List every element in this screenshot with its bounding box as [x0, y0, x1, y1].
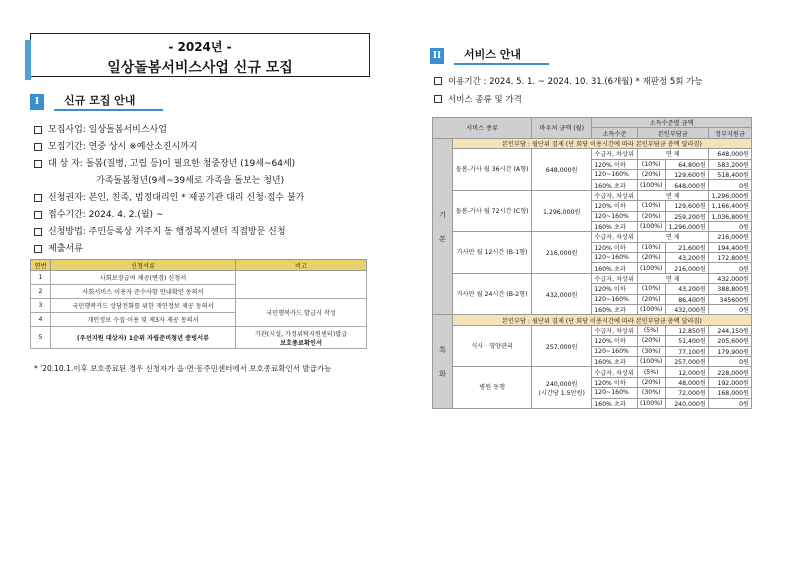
self-pay: 면 제 [637, 190, 708, 200]
service-price [532, 190, 592, 232]
table-row [433, 190, 752, 200]
self-pay: 43,200원 [665, 284, 708, 294]
income-level: 120~160% [592, 211, 638, 221]
header-self: 본인부담금 [637, 128, 708, 138]
self-pay: 259,200원 [665, 211, 708, 221]
checkbox-icon [34, 211, 42, 219]
gov-support: 648,000원 [708, 149, 751, 159]
cell-doc: 사회보장급여 제공(변경) 신청서 [51, 271, 236, 285]
gov-support: 345600원 [708, 294, 751, 304]
line-text: 서비스 종류 및 가격 [448, 95, 522, 105]
self-pay-ratio: (5%) [637, 325, 665, 335]
self-pay: 면 제 [637, 149, 708, 159]
cell-no: 4 [31, 313, 51, 327]
income-level: 120% 이하 [592, 201, 638, 211]
price-value: 216,000원 [545, 250, 578, 258]
service-price [532, 367, 592, 409]
header-price: 바우처 금액 (월) [532, 118, 592, 139]
self-pay: 129,600원 [665, 169, 708, 179]
service-name: 식사 · 영양관리 [453, 325, 532, 367]
checkbox-icon [34, 228, 42, 236]
self-pay-ratio: (10%) [637, 201, 665, 211]
cell-doc: 국민행복카드 상담전화를 위한 개인정보 제공 동의서 [51, 299, 236, 313]
note-line: 보호종료확인서 [280, 339, 322, 347]
gov-support: 172,800원 [708, 253, 751, 263]
line-text: 신청권자: 본인, 친족, 법정대리인 * 제공기관 대리 신청·접수 불가 [48, 193, 305, 203]
income-level: 160% 초과 [592, 263, 638, 273]
income-level: 120% 이하 [592, 336, 638, 346]
self-pay: 51,400원 [665, 336, 708, 346]
footnote: * '20.10.1.이후 보호종료된 경우 신청자가 읍·면·동주민센터에서 보호종료확인서 발급가능 [34, 364, 332, 373]
service-name: 돌봄-가사 월 72시간 (C형) [453, 190, 532, 232]
self-pay-ratio: (30%) [637, 346, 665, 356]
header-kind: 서비스 종류 [433, 118, 532, 139]
line-item [34, 190, 374, 207]
self-pay: 648,000원 [665, 180, 708, 190]
service-price [532, 325, 592, 367]
line-item [434, 91, 703, 109]
income-level: 120~160% [592, 294, 638, 304]
title-year: - 2024년 - [168, 40, 232, 54]
cell-no: 1 [31, 271, 51, 285]
self-pay-ratio: (100%) [637, 180, 665, 190]
self-pay: 면 제 [637, 232, 708, 242]
gov-support: 179,900원 [708, 346, 751, 356]
self-pay: 432,000원 [665, 305, 708, 315]
self-pay: 129,600원 [665, 201, 708, 211]
self-pay-ratio: (20%) [637, 211, 665, 221]
header-note: 비고 [236, 260, 367, 271]
cell-note [236, 327, 367, 349]
price-value: 240,000원 [545, 380, 578, 388]
income-level: 120% 이하 [592, 284, 638, 294]
gov-support: 432,000원 [708, 273, 751, 283]
table-row [31, 299, 367, 313]
table-row [31, 271, 367, 285]
gov-support: 583,200원 [708, 159, 751, 169]
service-price [532, 273, 592, 315]
table-row [433, 232, 752, 242]
self-pay: 257,000원 [665, 356, 708, 366]
line-item [34, 173, 374, 190]
table-row [433, 367, 752, 377]
self-pay-ratio: (10%) [637, 242, 665, 252]
income-level: 120% 이하 [592, 159, 638, 169]
group-note: 본인부담 : 월단위 결제 (단 회당 이용시간에 따라 본인부담금 총액 달라짐) [453, 138, 752, 148]
group-special-label: 특 화 [433, 315, 453, 409]
gov-support: 0원 [708, 221, 751, 231]
line-item [434, 73, 703, 91]
self-pay: 86,400원 [665, 294, 708, 304]
income-level: 수급자, 차상위 [592, 149, 638, 159]
price-value: 648,000원 [545, 166, 578, 174]
income-level: 120~160% [592, 253, 638, 263]
gov-support: 0원 [708, 305, 751, 315]
line-text: 모집사업: 일상돌봄서비스사업 [48, 125, 167, 135]
service-name: 병원 동행 [453, 367, 532, 409]
checkbox-icon [434, 95, 442, 103]
service-name: 돌봄-가사 월 36시간 (A형) [453, 149, 532, 191]
line-text: 신청방법: 주민등록상 거주지 동 행정복지센터 직접방문 신청 [48, 227, 286, 237]
line-item [34, 139, 374, 156]
self-pay-ratio: (100%) [637, 398, 665, 408]
self-pay: 43,200원 [665, 253, 708, 263]
checkbox-icon [34, 194, 42, 202]
income-level: 120~160% [592, 388, 638, 398]
gov-support: 1,296,000원 [708, 190, 751, 200]
cell-no: 3 [31, 299, 51, 313]
self-pay: 216,000원 [665, 263, 708, 273]
income-level: 수급자, 차상위 [592, 190, 638, 200]
self-pay: 77,100원 [665, 346, 708, 356]
price-value: 1,296,000원 [542, 208, 581, 216]
cell-no: 2 [31, 285, 51, 299]
gov-support: 192,000원 [708, 377, 751, 387]
section-1-number: I [30, 94, 44, 110]
self-pay: 64,800원 [665, 159, 708, 169]
header-level: 소득수준 [592, 128, 638, 138]
income-level: 160% 초과 [592, 180, 638, 190]
gov-support: 0원 [708, 398, 751, 408]
gov-support: 244,150원 [708, 325, 751, 335]
self-pay: 21,600원 [665, 242, 708, 252]
section-2-lines [434, 73, 703, 109]
checkbox-icon [34, 126, 42, 134]
self-pay-ratio: (20%) [637, 169, 665, 179]
table-row [433, 315, 752, 325]
gov-support: 0원 [708, 356, 751, 366]
header-doc: 신청서류 [51, 260, 236, 271]
section-1-lines [34, 122, 374, 258]
checkbox-icon [34, 160, 42, 168]
gov-support: 1,166,400원 [708, 201, 751, 211]
cell-doc: 사회서비스 이용자 준수사항 안내확인 동의서 [51, 285, 236, 299]
line-item [34, 207, 374, 224]
self-pay-ratio: (100%) [637, 221, 665, 231]
self-pay-ratio: (100%) [637, 305, 665, 315]
section-2-heading [430, 46, 549, 66]
gov-support: 0원 [708, 263, 751, 273]
self-pay-ratio: (10%) [637, 159, 665, 169]
gov-support: 228,000원 [708, 367, 751, 377]
section-2-number: II [430, 48, 444, 64]
section-1-heading [30, 92, 163, 112]
price-value: 257,000원 [545, 343, 578, 351]
header-income: 소득수준별 금액 [592, 118, 752, 128]
self-pay: 12,850원 [665, 325, 708, 335]
cell-doc: (우선지원 대상자) 1순위 자립준비청년 증빙서류 [51, 327, 236, 349]
document-list-table [30, 259, 367, 349]
self-pay-ratio: (20%) [637, 294, 665, 304]
gov-support: 194,400원 [708, 242, 751, 252]
self-pay: 72,000원 [665, 388, 708, 398]
income-level: 120~160% [592, 169, 638, 179]
line-text: 접수기간: 2024. 4. 2.(월) ~ [48, 210, 164, 220]
self-pay: 1,296,000원 [665, 221, 708, 231]
gov-support: 388,800원 [708, 284, 751, 294]
self-pay: 면 제 [637, 273, 708, 283]
self-pay-ratio: (100%) [637, 356, 665, 366]
line-text: 이용기간 : 2024. 5. 1. ~ 2024. 10. 31.(6개월) * 재판정 5회 가능 [448, 77, 703, 87]
document-title-box [30, 33, 370, 77]
line-item [34, 224, 374, 241]
income-level: 수급자, 차상위 [592, 232, 638, 242]
table-row [433, 149, 752, 159]
line-text: 가족돌봄청년(9세~39세로 가족을 돌보는 청년) [96, 176, 285, 186]
section-1-title: 신규 모집 안내 [54, 93, 163, 111]
header-gov: 정부지원금 [708, 128, 751, 138]
income-level: 120% 이하 [592, 242, 638, 252]
note-line: 기관(시설, 가정위탁지원센터)발급 [254, 330, 348, 338]
cell-doc: 개인정보 수집·이용 및 제3자 제공 동의서 [51, 313, 236, 327]
income-level: 160% 초과 [592, 356, 638, 366]
self-pay-ratio: (30%) [637, 388, 665, 398]
self-pay-ratio: (5%) [637, 367, 665, 377]
table-row [433, 138, 752, 148]
gov-support: 205,600원 [708, 336, 751, 346]
self-pay: 240,000원 [665, 398, 708, 408]
cell-note [236, 271, 367, 299]
service-name: 가사만 월 24시간 (B-2형) [453, 273, 532, 315]
line-item [34, 122, 374, 139]
income-level: 수급자, 차상위 [592, 325, 638, 335]
price-sub: (시간당 1.5만원) [538, 389, 585, 397]
line-text: 대 상 자: 돌봄(질병, 고립 등)이 필요한 청중장년 (19세~64세) [48, 159, 296, 169]
price-value: 432,000원 [545, 291, 578, 299]
gov-support: 168,000원 [708, 388, 751, 398]
gov-support: 518,400원 [708, 169, 751, 179]
self-pay: 12,000원 [665, 367, 708, 377]
checkbox-icon [34, 245, 42, 253]
income-level: 160% 초과 [592, 221, 638, 231]
group-basic-label: 기 본 [433, 138, 453, 315]
section-2-title: 서비스 안내 [454, 47, 549, 65]
group-note: 본인부담 : 월단위 결제 (단 회당 이용시간에 따라 본인부담금 총액 달라짐) [453, 315, 752, 325]
self-pay-ratio: (20%) [637, 336, 665, 346]
table-row [31, 327, 367, 349]
service-price [532, 149, 592, 191]
income-level: 120% 이하 [592, 377, 638, 387]
header-no: 연번 [31, 260, 51, 271]
income-level: 수급자, 차상위 [592, 367, 638, 377]
self-pay-ratio: (100%) [637, 263, 665, 273]
income-level: 120~160% [592, 346, 638, 356]
table-row [433, 273, 752, 283]
line-text: 모집기간: 연중 상시 ※예산소진시까지 [48, 142, 198, 152]
cell-note: 국민행복카드 발급시 작성 [236, 299, 367, 327]
income-level: 160% 초과 [592, 305, 638, 315]
self-pay: 48,000원 [665, 377, 708, 387]
service-name: 가사만 월 12시간 (B-1형) [453, 232, 532, 274]
gov-support: 0원 [708, 180, 751, 190]
line-text: 제출서류 [48, 244, 83, 254]
service-price-table [432, 117, 752, 409]
income-level: 160% 초과 [592, 398, 638, 408]
table-row [433, 325, 752, 335]
self-pay-ratio: (20%) [637, 377, 665, 387]
checkbox-icon [34, 143, 42, 151]
title-main: 일상돌봄서비스사업 신규 모집 [107, 60, 293, 76]
self-pay-ratio: (10%) [637, 284, 665, 294]
gov-support: 1,036,800원 [708, 211, 751, 221]
income-level: 수급자, 차상위 [592, 273, 638, 283]
line-item [34, 241, 374, 258]
self-pay-ratio: (20%) [637, 253, 665, 263]
line-item [34, 156, 374, 173]
cell-no: 5 [31, 327, 51, 349]
gov-support: 216,000원 [708, 232, 751, 242]
checkbox-icon [434, 77, 442, 85]
service-price [532, 232, 592, 274]
